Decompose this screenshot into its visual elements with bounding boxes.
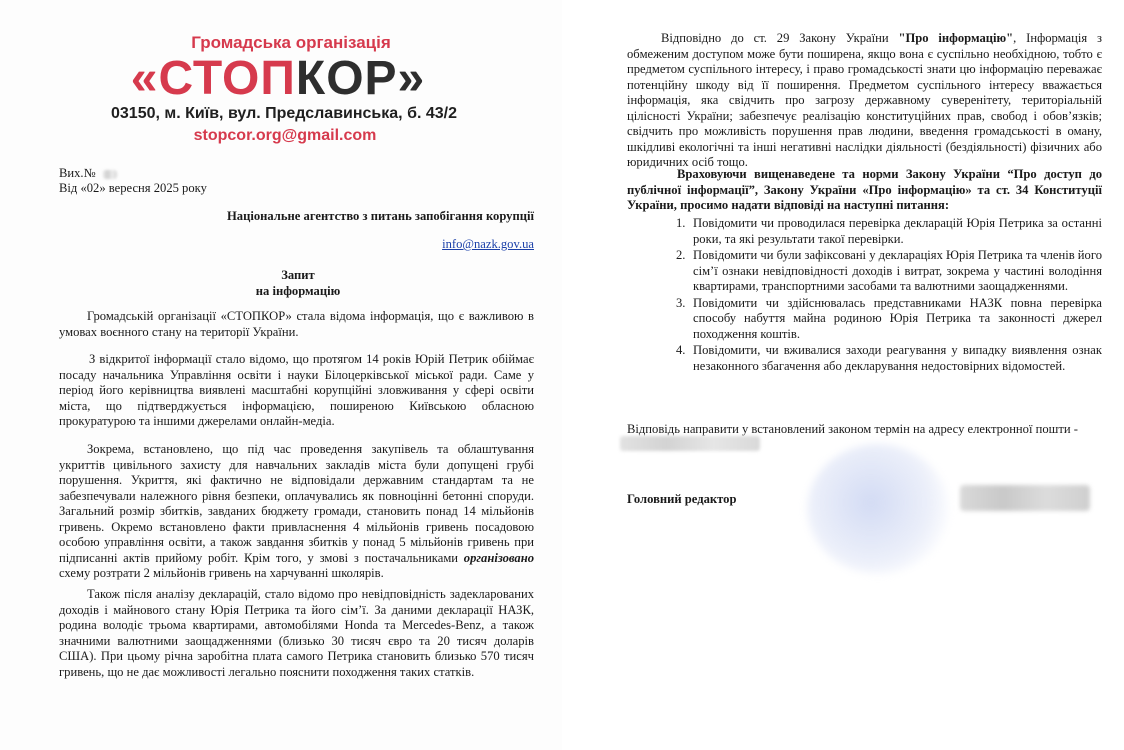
signer-title: Головний редактор bbox=[627, 492, 737, 506]
paragraph-4: Також після аналізу декларацій, стало відомо про невідповідність задекларованих доходів і майнового стану Юрія Петрика та його сім’ї. За даними декларації НАЗК, родина володіє трьома квартирами, автомобілями Honda та Mercedes-Benz, а також значними валютними заощадженнями (близько 30 тисяч євро та 20 тисяч доларів США). При цьому річна заробітна плата самого Петрика становить близько 570 тисяч гривень, що не дає можливості легально пояснити походження таких статків. bbox=[59, 587, 534, 679]
letterhead-email: stopcor.org@gmail.com bbox=[193, 127, 377, 144]
paragraph-3 bbox=[59, 442, 534, 582]
paragraph-5-end: , Інформація з обмеженим доступом може бути поширена, якщо вона є суспільно необхідною, тобто є предметом суспільного інтересу, і право громадськості знати цю інформацію переважає потенційну шкоду від її поширення. Предметом суспільного інтересу вважається інформація, яка свідчить про загрозу державному суверенітету, територіальній цілісності України; забезпечує реалізацію конституційних прав, свобод і обов’язків; свідчить про можливість порушення прав людини, введення громадськості в оману, шкідливі екологічні та інші негативні наслідки діяльності (бездіяльності) фізичних або юридичних осіб тощо. bbox=[627, 31, 1102, 169]
letterhead-org-line: Громадська організація bbox=[191, 33, 391, 52]
letterhead-brand bbox=[0, 50, 578, 108]
heading-line2: на інформацію bbox=[255, 284, 341, 298]
questions-list bbox=[676, 216, 1102, 375]
list-item: 2. Повідомити чи були зафіксовані у деклараціях Юрія Петрика та членів його сім’ї ознаки невідповідності доходів і витрат, зокрема у частині володіння квартирами, транспортними засобами та валютними заощадженнями. bbox=[676, 248, 1102, 293]
signature-redaction bbox=[960, 485, 1090, 511]
brand-kor: КОР» bbox=[295, 52, 426, 105]
reply-email-redaction bbox=[620, 436, 760, 451]
letterhead-address: 03150, м. Київ, вул. Предславинська, б. 43/2 bbox=[111, 105, 457, 122]
list-item: 1. Повідомити чи проводилася перевірка декларацій Юрія Петрика за останні роки, та які результати такої перевірки. bbox=[676, 216, 1102, 246]
stamp-redaction bbox=[807, 444, 949, 574]
paragraph-1: Громадській організації «СТОПКОР» стала відома інформація, що є важливою в умовах воєнного стану на території України. bbox=[59, 309, 534, 339]
reply-instruction: Відповідь направити у встановлений законом термін на адресу електронної пошти - bbox=[627, 422, 1078, 436]
paragraph-5 bbox=[627, 31, 1102, 171]
outgoing-number-redaction bbox=[103, 170, 117, 179]
paragraph-6: Враховуючи вищенаведене та норми Закону України “Про доступ до публічної інформації”, Закону України «Про інформацію» та ст. 34 Конституції України, просимо надати відповіді на наступні питання: bbox=[627, 167, 1102, 212]
list-item: 3. Повідомити чи здійснювалась представниками НАЗК повна перевірка способу набуття майна родиною Юрія Петрика та законності джерел походження коштів. bbox=[676, 295, 1102, 341]
letter-date: Від «02» вересня 2025 року bbox=[59, 181, 207, 195]
paragraph-5-start: Відповідно до ст. 29 Закону України bbox=[661, 31, 889, 45]
outgoing-number bbox=[59, 166, 117, 182]
recipient-name: Національне агентство з питань запобігання корупції bbox=[227, 209, 534, 223]
paragraph-2: З відкритої інформації стало відомо, що протягом 14 років Юрій Петрик обіймає посаду начальника Управління освіти і науки Білоцерківської міської ради. Саме у період його керівництва виявлені масштабні корупційні зловживання у сфері освіти міста, що підтверджується інформацією, поширеною Київською обласною прокуратурою та іншими джерелами онлайн-медіа. bbox=[59, 352, 534, 428]
heading-line1: Запит bbox=[281, 268, 315, 282]
paragraph-3-end: схему розтрати 2 мільйонів гривень на харчуванні школярів. bbox=[59, 566, 384, 580]
recipient-email-link[interactable]: info@nazk.gov.ua bbox=[442, 237, 534, 251]
paragraph-5-law: "Про інформацію" bbox=[898, 31, 1014, 45]
list-item: 4. Повідомити, чи вживалися заходи реагування у випадку виявлення ознак незаконного збагачення або декларування недостовірних відомостей. bbox=[676, 343, 1102, 373]
paragraph-3-start: Зокрема, встановлено, що під час проведення закупівель та облаштування укриттів цивільного захисту для навчальних закладів міста були допущені грубі порушення. Укриття, які фактично не відповідали державним стандартам та не забезпечували належного рівня безпеки, оплачувались як повноцінні бетонні споруди. Загальний розмір збитків, завданих бюджету громади, становить понад 14 мільйонів гривень. Окремо встановлено факти привласнення 4 мільйонів гривень посадовою особою управління освіти, а також завдання збитків у понад 5 мільйонів гривень при підписанні актів прийому робіт. Крім того, у змові з постачальниками bbox=[59, 442, 534, 565]
outgoing-label: Вих.№ bbox=[59, 166, 96, 180]
brand-stop: «СТОП bbox=[130, 52, 296, 105]
paragraph-3-emphasis: організовано bbox=[463, 550, 534, 565]
